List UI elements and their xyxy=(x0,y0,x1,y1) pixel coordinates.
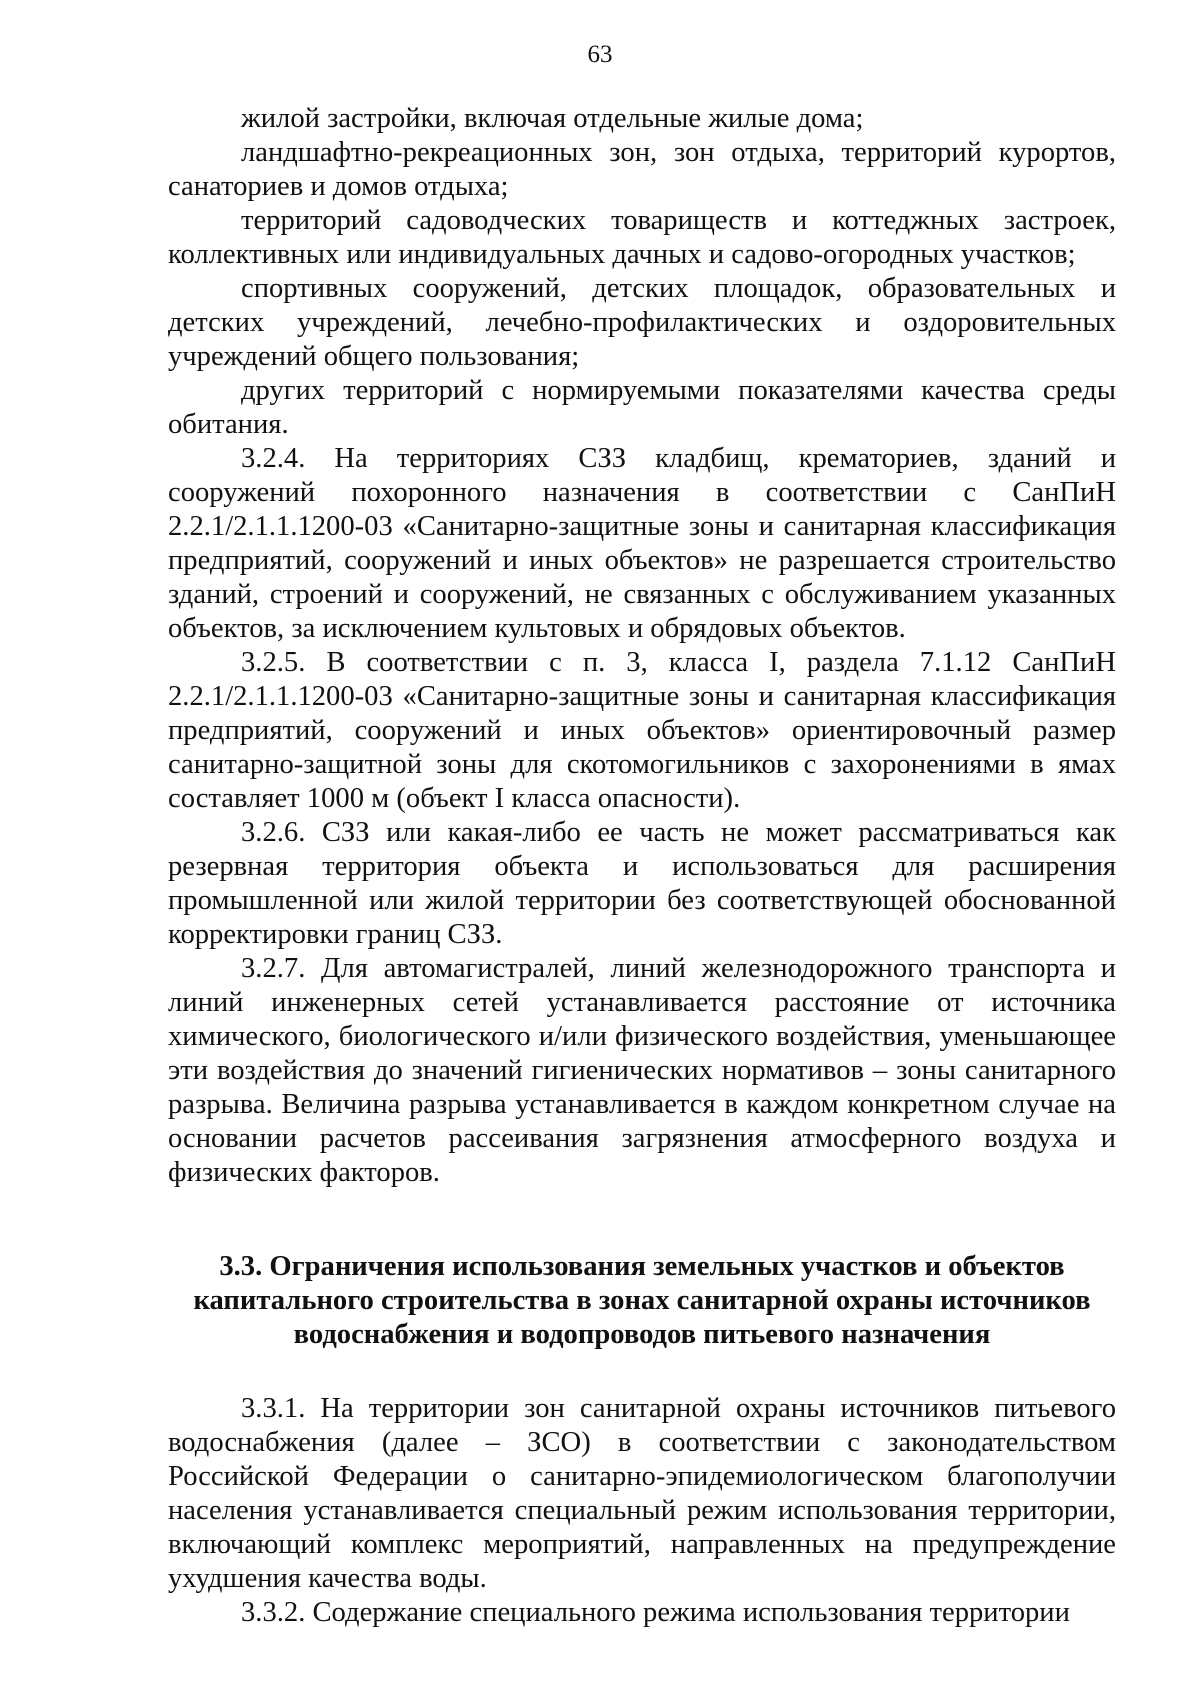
section-heading: 3.3. Ограничения использования земельных участков и объектов капитального строительства в зонах санитарной охраны источников водоснабжения и водопроводов питьевого назначения xyxy=(193,1251,1091,1350)
body-text-bottom xyxy=(168,1392,1116,1630)
body-text-top xyxy=(168,102,1116,1190)
paragraph-3-2-7: 3.2.7. Для автомагистралей, линий железнодорожного транспорта и линий инженерных сетей устанавливается расстояние от источника химического, биологического и/или физического воздействия, уменьшающее эти воздействия до значений гигиенических нормативов – зоны санитарного разрыва. Величина разрыва устанавливается в каждом конкретном случае на основании расчетов рассеивания загрязнения атмосферного воздуха и физических факторов. xyxy=(168,953,1116,1188)
page-number: 63 xyxy=(587,41,613,68)
paragraph-3-3-1: 3.3.1. На территории зон санитарной охраны источников питьевого водоснабжения (далее – ЗСО) в соответствии с законодательством Российской Федерации о санитарно-эпидемиологическом благополучии населения устанавливается специальный режим использования территории, включающий комплекс мероприятий, направленных на предупреждение ухудшения качества воды. xyxy=(168,1393,1116,1594)
paragraph: территорий садоводческих товариществ и коттеджных застроек, коллективных или индивидуальных дачных и садово-огородных участков; xyxy=(168,205,1116,270)
paragraph-3-3-2: 3.3.2. Содержание специального режима использования территории xyxy=(241,1597,1070,1628)
paragraph-3-2-6: 3.2.6. СЗЗ или какая-либо ее часть не может рассматриваться как резервная территория объекта и использоваться для расширения промышленной или жилой территории без соответствующей обоснованной корректировки границ СЗЗ. xyxy=(168,817,1116,950)
paragraph-3-2-4: 3.2.4. На территориях СЗЗ кладбищ, крематориев, зданий и сооружений похоронного назначения в соответствии с СанПиН 2.2.1/2.1.1.1200-03 «Санитарно-защитные зоны и санитарная классификация предприятий, сооружений и иных объектов» не разрешается строительство зданий, строений и сооружений, не связанных с обслуживанием указанных объектов, за исключением культовых и обрядовых объектов. xyxy=(168,443,1116,644)
paragraph: ландшафтно-рекреационных зон, зон отдыха, территорий курортов, санаториев и домов отдыха; xyxy=(168,137,1116,202)
paragraph: спортивных сооружений, детских площадок, образовательных и детских учреждений, лечебно-профилактических и оздоровительных учреждений общего пользования; xyxy=(168,273,1116,372)
paragraph-3-2-5: 3.2.5. В соответствии с п. 3, класса I, раздела 7.1.12 СанПиН 2.2.1/2.1.1.1200-03 «Санитарно-защитные зоны и санитарная классификация предприятий, сооружений и иных объектов» ориентировочный размер санитарно-защитной зоны для скотомогильников с захоронениями в ямах составляет 1000 м (объект I класса опасности). xyxy=(168,647,1116,814)
paragraph: жилой застройки, включая отдельные жилые дома; xyxy=(241,103,864,134)
paragraph: других территорий с нормируемыми показателями качества среды обитания. xyxy=(168,375,1116,440)
